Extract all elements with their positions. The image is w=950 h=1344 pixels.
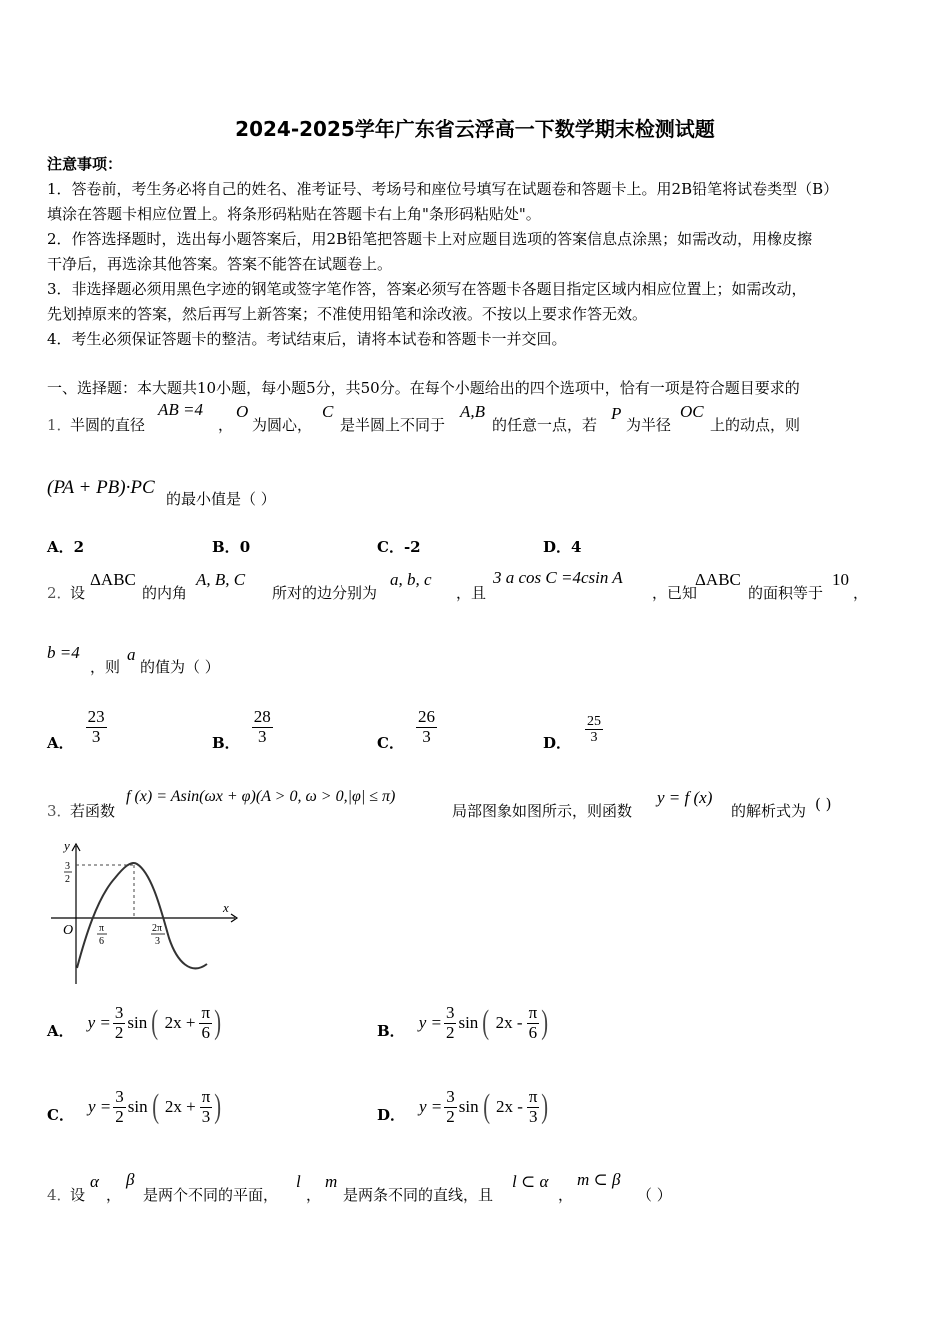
- x-label: x: [223, 900, 229, 915]
- math-expr: m: [325, 1172, 338, 1191]
- option-c: C． y = $\frac{3}{2}$ sin ( 2x + $\frac{\pi}{3}$ ): [47, 1087, 222, 1126]
- option-b: B． y = $\frac{3}{2}$ sin ( 2x - $\frac{\pi}{6}$ ): [377, 1003, 549, 1042]
- option-d: D．4: [543, 538, 582, 556]
- math-expr: l ⊂ α: [512, 1172, 549, 1191]
- question-text: 为半径: [626, 416, 672, 434]
- question-text: 所对的边分别为: [272, 584, 378, 602]
- question-text: ，: [106, 1186, 122, 1204]
- question-text: ，: [558, 1186, 574, 1204]
- option-b: B．0: [212, 538, 251, 556]
- tick1-numerator: π: [99, 923, 105, 934]
- question-text: 是两条不同的直线，且: [343, 1186, 494, 1204]
- math-expr: α: [90, 1172, 99, 1191]
- option-d: D． y = $\frac{3}{2}$ sin ( 2x - $\frac{\pi}{3}$ ): [377, 1087, 549, 1126]
- math-expr: a: [127, 645, 136, 664]
- math-expr: ΔABC: [695, 570, 741, 589]
- question-text: 设: [70, 1186, 86, 1204]
- notice-heading: 注意事项：: [47, 155, 123, 173]
- math-expr: AB =4: [158, 400, 203, 419]
- option-d: D． $\frac{25}{3}$: [543, 713, 602, 752]
- notice-line: 2．作答选择题时，选出每小题答案后，用2B铅笔把答题卡上对应题目选项的答案信息点涂黑；如需改动，用橡皮擦: [47, 230, 813, 248]
- question-text: ，则: [90, 658, 121, 676]
- question-text: ，已知: [652, 584, 698, 602]
- question-text: ( ): [815, 795, 832, 813]
- question-text: 局部图象如图所示，则函数: [452, 802, 633, 820]
- question-text: 是两个不同的平面，: [143, 1186, 279, 1204]
- math-expr: f (x) = Asin(ωx + φ)(A > 0, ω > 0,|φ| ≤ π): [126, 788, 396, 805]
- option-c: C． $\frac{26}{3}$: [377, 707, 435, 752]
- tick1-denominator: 6: [99, 936, 104, 947]
- option-c: C．-2: [377, 538, 421, 556]
- math-expr: OC: [680, 402, 704, 421]
- math-expr: a, b, c: [390, 570, 432, 589]
- question-text: ，且: [456, 584, 487, 602]
- math-expr: 3 a cos C =4csin A: [493, 568, 623, 587]
- peak-numerator: 3: [65, 861, 70, 872]
- notice-line: 4．考生必须保证答题卡的整洁。考试结束后，请将本试卷和答题卡一并交回。: [47, 330, 567, 348]
- question-text: 若函数: [70, 802, 116, 820]
- option-b: B． $\frac{28}{3}$: [212, 707, 271, 752]
- notice-line: 填涂在答题卡相应位置上。将条形码粘贴在答题卡右上角"条形码粘贴处"。: [47, 205, 541, 223]
- question-text: 为圆心，: [252, 416, 313, 434]
- question-text: 的内角: [142, 584, 188, 602]
- math-expr: b =4: [47, 643, 80, 662]
- question-text: ，: [853, 584, 869, 602]
- math-expr: (PA + PB)·PC: [47, 477, 155, 498]
- question-text: 的最小值是（ ）: [166, 490, 276, 508]
- question-text: 是半圆上不同于: [340, 416, 446, 434]
- question-text: 的解析式为: [731, 802, 807, 820]
- question-text: 半圆的直径: [70, 416, 146, 434]
- question-number: 1．: [47, 416, 72, 434]
- question-number: 3．: [47, 802, 72, 820]
- question-text: 上的动点，则: [710, 416, 801, 434]
- notice-line: 3．非选择题必须用黑色字迹的钢笔或签字笔作答，答案必须写在答题卡各题目指定区域内相应位置上；如需改动，: [47, 280, 807, 298]
- question-text: 的任意一点，若: [492, 416, 598, 434]
- math-expr: A,B: [460, 402, 486, 421]
- question-text: ，: [306, 1186, 322, 1204]
- notice-line: 1．答卷前，考生务必将自己的姓名、准考证号、考场号和座位号填写在试题卷和答题卡上。用2B铅笔将试卷类型（B）: [47, 180, 839, 198]
- tick2-denominator: 3: [155, 936, 160, 947]
- question-number: 4．: [47, 1186, 72, 1204]
- sine-curve: [77, 863, 207, 968]
- notice-line: 干净后，再选涂其他答案。答案不能答在试题卷上。: [47, 255, 393, 273]
- y-label: y: [64, 838, 70, 853]
- option-a: A． $\frac{23}{3}$: [47, 707, 105, 752]
- section-heading: 一、选择题：本大题共10小题，每小题5分，共50分。在每个小题给出的四个选项中，恰有一项是符合题目要求的: [47, 379, 800, 397]
- tick2-numerator: 2π: [152, 923, 163, 934]
- math-expr: A, B, C: [196, 570, 246, 589]
- math-expr: y = f (x): [657, 788, 713, 807]
- math-expr: l: [296, 1172, 301, 1191]
- function-graph: [45, 838, 245, 988]
- option-a: A． y = $\frac{3}{2}$ sin ( 2x + $\frac{\pi}{6}$ ): [47, 1003, 222, 1042]
- math-expr: 10: [832, 570, 849, 589]
- question-text: 的面积等于: [748, 584, 824, 602]
- option-a: A．2: [47, 538, 85, 556]
- question-text: 设: [70, 584, 86, 602]
- math-expr: β: [126, 1170, 135, 1189]
- question-text: ，: [218, 416, 234, 434]
- question-text: （ ）: [637, 1186, 672, 1204]
- question-number: 2．: [47, 584, 72, 602]
- peak-denominator: 2: [65, 874, 70, 885]
- math-expr: O: [236, 402, 249, 421]
- page-title: 2024-2025学年广东省云浮高一下数学期末检测试题: [235, 117, 715, 141]
- question-text: 的值为（ ）: [140, 658, 220, 676]
- notice-line: 先划掉原来的答案，然后再写上新答案；不准使用铅笔和涂改液。不按以上要求作答无效。: [47, 305, 648, 323]
- math-expr: m ⊂ β: [577, 1170, 621, 1189]
- math-expr: ΔABC: [90, 570, 136, 589]
- math-expr: C: [322, 402, 334, 421]
- math-expr: P: [611, 404, 622, 423]
- origin-label: O: [63, 923, 74, 938]
